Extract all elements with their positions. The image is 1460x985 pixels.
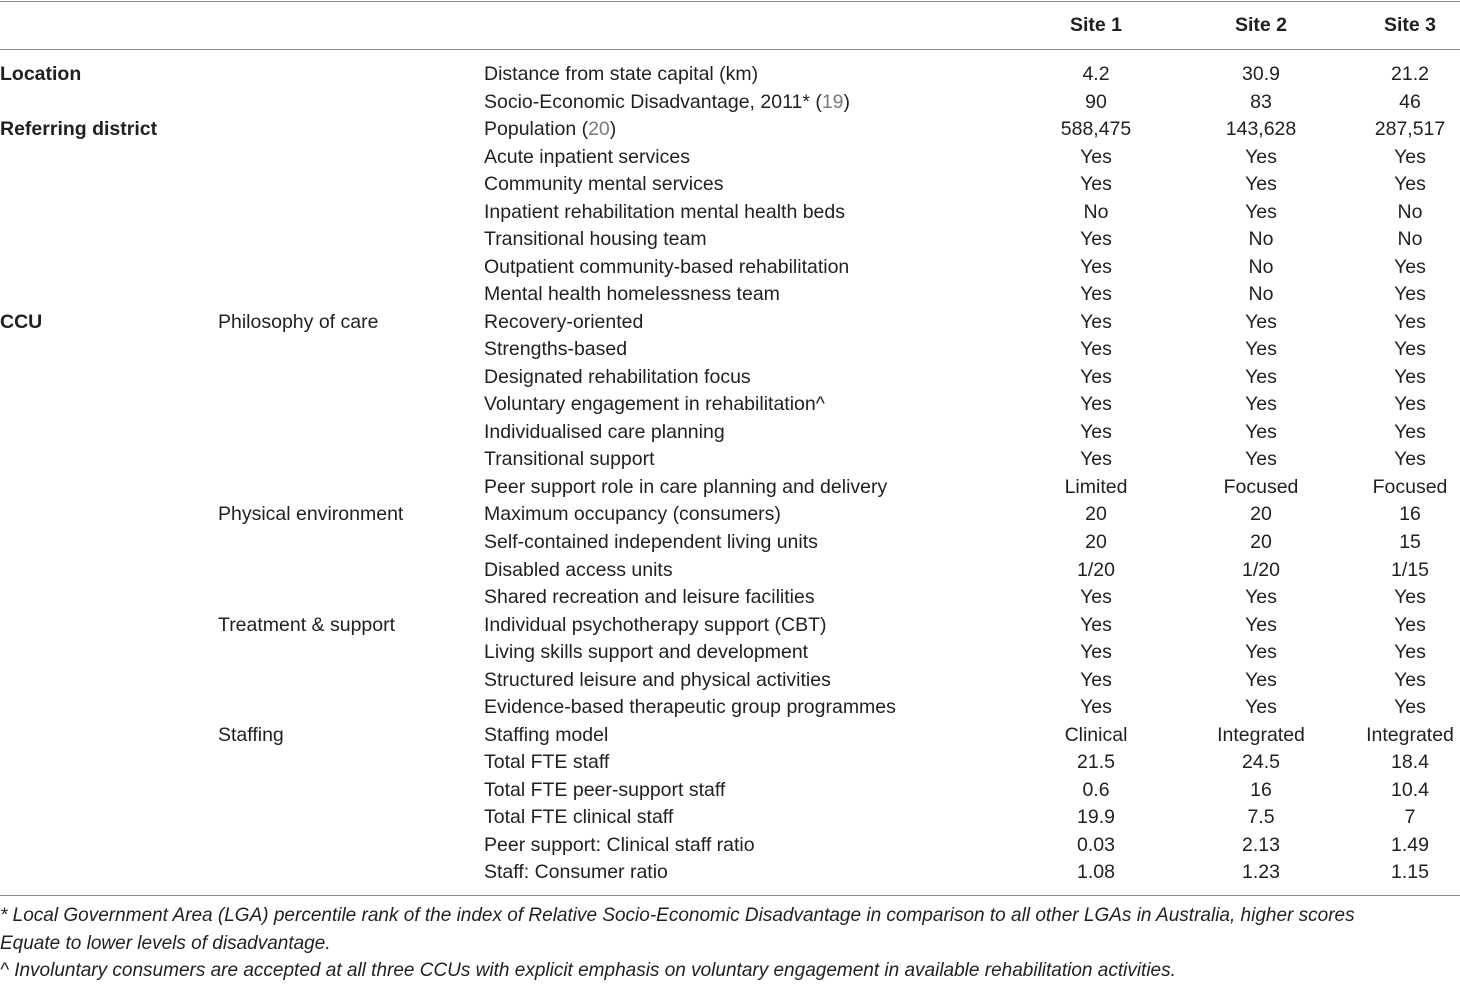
site-3-value: 1/15 (1391, 558, 1429, 581)
site-2-value: Focused (1223, 475, 1299, 498)
footnote-involuntary: ^ Involuntary consumers are accepted at all three CCUs with explicit emphasis on voluntary engagement in available rehabilitation activities. (0, 960, 1176, 981)
row-label-text: Self-contained independent living units (484, 531, 818, 553)
row-label (484, 199, 845, 227)
site-3-value: 15 (1399, 531, 1421, 553)
site-2-value: Yes (1245, 696, 1277, 719)
site-3-value: 10.4 (1391, 778, 1429, 801)
subsection-label: Philosophy of care (218, 310, 379, 333)
site-1-value: Limited (1064, 475, 1128, 498)
site-2-value: Yes (1245, 448, 1277, 471)
row-label (484, 804, 673, 832)
site-1-value: Yes (1080, 613, 1112, 636)
site-3-value: Yes (1394, 696, 1426, 719)
site-1-value: 20 (1085, 503, 1107, 526)
site-1-value: Clinical (1064, 723, 1128, 746)
row-label-text: Mental health homelessness team (484, 283, 780, 306)
row-label (484, 419, 725, 447)
site-3-value: 46 (1399, 90, 1421, 113)
site-1-value: 20 (1085, 531, 1107, 553)
site-3-value: Yes (1394, 255, 1426, 278)
site-1-value: Yes (1080, 696, 1112, 719)
header-rule (0, 49, 1460, 50)
site-3-value: 287,517 (1374, 118, 1446, 141)
row-label (484, 171, 723, 199)
site-3-value: 1.15 (1391, 861, 1429, 884)
row-label-text: Staffing model (484, 723, 609, 746)
site-1-value: 19.9 (1077, 806, 1115, 829)
column-header-site-3: Site 3 (1383, 14, 1437, 36)
row-label-text: Maximum occupancy (consumers) (484, 503, 781, 526)
site-3-value: Yes (1394, 420, 1426, 443)
site-1-value: Yes (1080, 283, 1112, 306)
site-2-value: 24.5 (1242, 751, 1280, 774)
site-3-value: Yes (1394, 283, 1426, 306)
site-3-value: Yes (1394, 668, 1426, 691)
site-2-value: Integrated (1217, 723, 1305, 746)
site-1-value: Yes (1080, 310, 1112, 333)
row-label-text: Structured leisure and physical activities (484, 668, 831, 691)
site-2-value: 1.23 (1242, 861, 1280, 884)
row-label-text-end: ) (843, 90, 851, 113)
row-label-text: Socio-Economic Disadvantage, 2011* ( (484, 90, 822, 113)
site-1-value: Yes (1080, 145, 1112, 168)
site-3-value: Yes (1394, 338, 1426, 361)
row-label-text: Recovery-oriented (484, 310, 644, 333)
site-3-value: Yes (1394, 613, 1426, 636)
site-1-value: Yes (1080, 393, 1112, 416)
row-label-text: Community mental services (484, 173, 724, 196)
row-label-text: Peer support role in care planning and delivery (484, 475, 888, 498)
site-1-value: Yes (1080, 668, 1112, 691)
subsection-label: Physical environment (218, 503, 404, 526)
site-1-value: No (1083, 200, 1109, 223)
site-1-value: 0.6 (1082, 778, 1110, 801)
subsection-label: Treatment & support (218, 613, 396, 636)
row-label-text: Population ( (484, 118, 589, 141)
row-label-text: Individual psychotherapy support (CBT) (484, 613, 827, 636)
row-label-text: Total FTE staff (484, 751, 610, 774)
row-label (484, 749, 609, 777)
site-3-value: Integrated (1366, 723, 1454, 746)
row-label-text: Transitional housing team (484, 228, 707, 251)
site-2-value: Yes (1245, 641, 1277, 664)
row-label (484, 639, 808, 667)
site-3-value: Yes (1394, 365, 1426, 388)
site-2-value: 7.5 (1247, 806, 1275, 829)
site-1-value: Yes (1080, 420, 1112, 443)
site-3-value: Yes (1394, 145, 1426, 168)
row-label-text: Acute inpatient services (484, 145, 690, 168)
site-2-value: Yes (1245, 613, 1277, 636)
row-label (484, 116, 616, 144)
site-2-value: Yes (1245, 173, 1277, 196)
site-3-value: Yes (1394, 641, 1426, 664)
site-2-value: Yes (1245, 338, 1277, 361)
site-3-value: 7 (1404, 806, 1416, 829)
section-label: Location (0, 63, 82, 85)
site-2-value: Yes (1245, 145, 1277, 168)
row-label (484, 364, 751, 392)
row-label-text: Total FTE clinical staff (484, 806, 674, 829)
site-2-value: Yes (1245, 200, 1277, 223)
site-1-value: Yes (1080, 173, 1112, 196)
row-label (484, 859, 668, 887)
site-1-value: Yes (1080, 641, 1112, 664)
row-label (484, 501, 781, 529)
row-label (484, 722, 608, 750)
site-2-value: 1/20 (1242, 558, 1280, 581)
row-label-text: Total FTE peer-support staff (484, 778, 726, 801)
site-1-value: Yes (1080, 338, 1112, 361)
site-2-value: Yes (1245, 586, 1277, 609)
row-label (484, 281, 780, 309)
row-label-text: Evidence-based therapeutic group programmes (484, 696, 896, 719)
site-1-value: 588,475 (1060, 118, 1132, 141)
site-3-value: 16 (1399, 503, 1421, 526)
row-label (484, 89, 850, 117)
column-header-site-2: Site 2 (1234, 14, 1288, 36)
row-label (484, 584, 815, 612)
footnote-lga-continued: Equate to lower levels of disadvantage. (0, 932, 331, 954)
row-label (484, 694, 896, 722)
row-label (484, 61, 758, 89)
row-label (484, 557, 673, 585)
row-label (484, 777, 725, 805)
row-label (484, 144, 690, 172)
row-label (484, 309, 643, 337)
site-3-value: Focused (1372, 475, 1448, 498)
site-2-value: 20 (1250, 503, 1272, 526)
site-2-value: No (1248, 228, 1274, 251)
row-label-text: Outpatient community-based rehabilitation (484, 255, 850, 278)
site-2-value: Yes (1245, 365, 1277, 388)
site-2-value: No (1248, 255, 1274, 278)
site-3-value: Yes (1394, 310, 1426, 333)
row-label-text: Inpatient rehabilitation mental health beds (484, 200, 845, 223)
row-label-text: Distance from state capital (km) (484, 63, 759, 85)
site-3-value: No (1397, 200, 1423, 223)
row-label (484, 336, 627, 364)
site-2-value: 20 (1250, 531, 1272, 553)
site-2-value: Yes (1245, 310, 1277, 333)
site-3-value: Yes (1394, 586, 1426, 609)
site-2-value: 83 (1250, 90, 1272, 113)
row-label-text: Living skills support and development (484, 641, 809, 664)
site-2-value: 143,628 (1225, 118, 1297, 141)
table-bottom-rule (0, 895, 1460, 896)
row-label (484, 474, 887, 502)
site-2-value: 16 (1250, 778, 1272, 801)
row-label (484, 529, 818, 557)
row-label (484, 391, 825, 419)
row-label-text: Shared recreation and leisure facilities (484, 586, 815, 609)
site-2-value: Yes (1245, 668, 1277, 691)
site-3-value: Yes (1394, 173, 1426, 196)
site-2-value: Yes (1245, 393, 1277, 416)
row-label (484, 612, 827, 640)
row-label-text: Peer support: Clinical staff ratio (484, 833, 755, 856)
site-1-value: 1.08 (1077, 861, 1115, 884)
site-3-value: Yes (1394, 448, 1426, 471)
reference-citation[interactable]: 20 (588, 118, 610, 141)
site-1-value: 4.2 (1082, 63, 1110, 85)
site-3-value: 1.49 (1391, 833, 1429, 856)
row-label (484, 226, 707, 254)
row-label-text: Designated rehabilitation focus (484, 365, 751, 388)
footnote-lga: * Local Government Area (LGA) percentile rank of the index of Relative Socio-Economic Disadvantage in comparison to all other LGAs in Australia, higher scores (0, 905, 1355, 926)
site-1-value: 21.5 (1077, 751, 1115, 774)
column-header-site-1: Site 1 (1069, 14, 1123, 36)
site-1-value: 0.03 (1077, 833, 1115, 856)
reference-citation[interactable]: 19 (821, 90, 844, 113)
row-label-text: Disabled access units (484, 558, 673, 581)
site-3-value: 21.2 (1391, 63, 1429, 85)
row-label-text: Voluntary engagement in rehabilitation^ (484, 393, 825, 416)
site-1-value: Yes (1080, 448, 1112, 471)
row-label-text: Transitional support (484, 448, 655, 471)
row-label-text-end: ) (609, 118, 617, 141)
site-1-value: Yes (1080, 228, 1112, 251)
row-label-text: Individualised care planning (484, 420, 725, 443)
site-2-value: 2.13 (1242, 833, 1280, 856)
site-3-value: Yes (1394, 393, 1426, 416)
site-3-value: 18.4 (1391, 751, 1429, 774)
site-2-value: Yes (1245, 420, 1277, 443)
row-label (484, 832, 755, 860)
section-label: Referring district (0, 118, 158, 141)
row-label (484, 667, 831, 695)
site-1-value: Yes (1080, 255, 1112, 278)
site-1-value: Yes (1080, 586, 1112, 609)
site-2-value: No (1248, 283, 1274, 306)
site-1-value: 90 (1085, 90, 1107, 113)
row-label-text: Staff: Consumer ratio (484, 861, 668, 884)
row-label (484, 446, 655, 474)
subsection-label: Staffing (218, 723, 284, 746)
section-label: CCU (0, 310, 43, 333)
site-1-value: 1/20 (1077, 558, 1115, 581)
site-1-value: Yes (1080, 365, 1112, 388)
site-3-value: No (1397, 228, 1423, 251)
row-label-text: Strengths-based (484, 338, 628, 361)
row-label (484, 254, 849, 282)
site-2-value: 30.9 (1242, 63, 1280, 85)
